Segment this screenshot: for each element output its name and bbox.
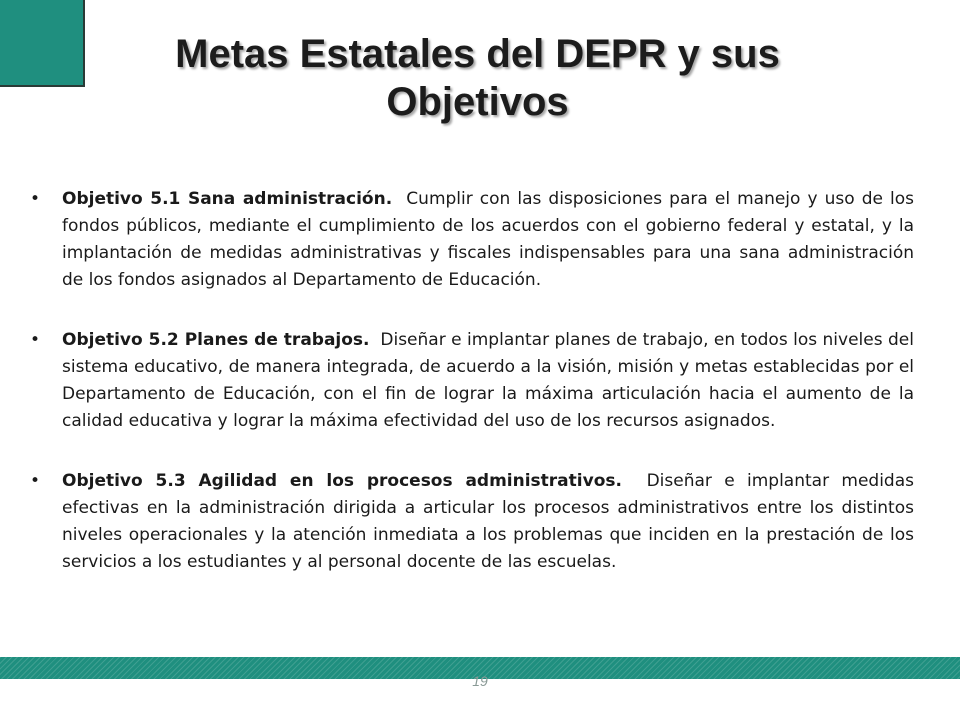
slide-title-line-1: Metas Estatales del DEPR y sus <box>175 32 780 76</box>
objective-item-5-2 <box>30 327 914 435</box>
page-number: 19 <box>472 673 488 689</box>
objective-heading: Objetivo 5.2 Planes de trabajos. <box>62 330 370 350</box>
objectives-list <box>30 186 914 609</box>
corner-decoration <box>0 0 85 87</box>
objective-heading: Objetivo 5.1 Sana administración. <box>62 189 393 209</box>
bullet-icon: • <box>30 330 41 350</box>
objective-item-5-3 <box>30 468 914 576</box>
objective-text: Diseñar e implantar planes de trabajo, en todos los niveles del sistema educativo, de manera integrada, de acuerdo a la visión, misión y metas establecidas por el Departamento de Educación, con el fin de lograr la máxima articulación hacia el aumento de la calidad educativa y lograr la máxima efectividad del uso de los recursos asignados. <box>62 330 914 431</box>
objective-heading: Objetivo 5.3 Agilidad en los procesos administrativos. <box>62 471 622 491</box>
objective-item-5-1 <box>30 186 914 294</box>
slide-title-line-2: Objetivos <box>386 80 569 124</box>
bullet-icon: • <box>30 471 41 491</box>
slide-title <box>95 30 860 126</box>
objective-text: Cumplir con las disposiciones para el manejo y uso de los fondos públicos, mediante el cumplimiento de los acuerdos con el gobierno federal y estatal, y la implantación de medidas administrativas y fiscales indispensables para una sana administración de los fondos asignados al Departamento de Educación. <box>62 189 914 290</box>
bullet-icon: • <box>30 189 41 209</box>
objective-text: Diseñar e implantar medidas efectivas en la administración dirigida a articular los procesos administrativos entre los distintos niveles operacionales y la atención inmediata a los problemas que inciden en la prestación de los servicios a los estudiantes y al personal docente de las escuelas. <box>62 471 914 572</box>
